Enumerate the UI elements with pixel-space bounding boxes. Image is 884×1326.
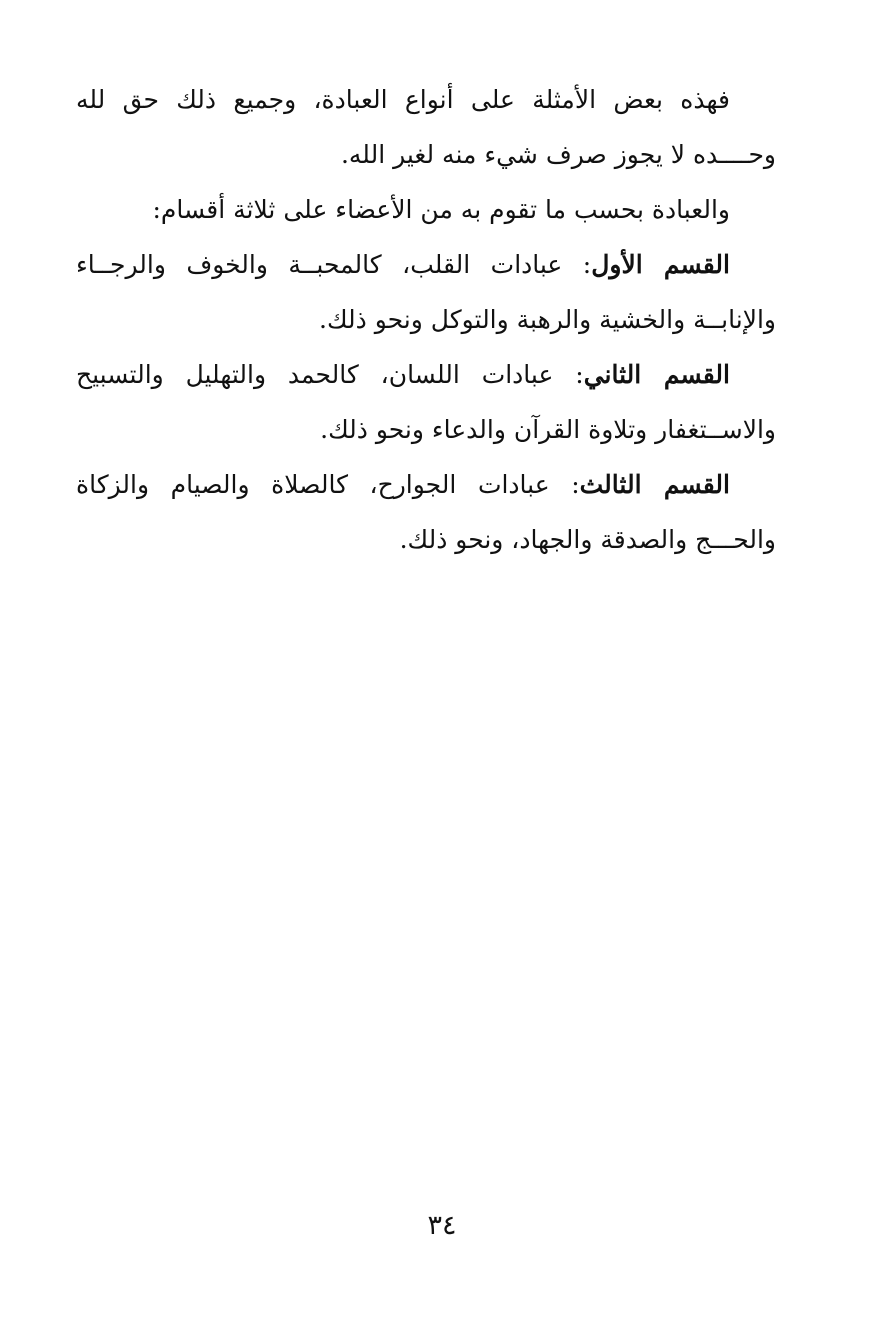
paragraph-text: : عبادات الجوارح، كالصلاة والصيام والزكاة والحـــج والصدقة والجهاد، ونحو ذلك. bbox=[76, 470, 776, 554]
paragraph-text: : عبادات القلب، كالمحبــة والخوف والرجــاء والإنابــة والخشية والرهبة والتوكل ونحو ذلك. bbox=[76, 250, 776, 334]
section-heading: القسم الأول bbox=[591, 250, 730, 279]
paragraph-text: : عبادات اللسان، كالحمد والتهليل والتسبيح والاســتغفار وتلاوة القرآن والدعاء ونحو ذلك. bbox=[76, 360, 776, 444]
section-heading: القسم الثاني bbox=[583, 360, 730, 389]
section-heading: القسم الثالث bbox=[579, 470, 730, 499]
paragraph-second-section bbox=[76, 347, 776, 457]
paragraph-intro bbox=[76, 72, 776, 182]
paragraph-text: فهذه بعض الأمثلة على أنواع العبادة، وجميع ذلك حق لله وحــــده لا يجوز صرف شيء منه لغير الله. bbox=[76, 85, 776, 169]
page-number: ٣٤ bbox=[427, 1210, 457, 1241]
paragraph-division bbox=[76, 182, 776, 237]
paragraph-first-section bbox=[76, 237, 776, 347]
paragraph-text: والعبادة بحسب ما تقوم به من الأعضاء على ثلاثة أقسام: bbox=[152, 195, 730, 224]
paragraph-third-section bbox=[76, 457, 776, 567]
body-text bbox=[76, 72, 776, 567]
